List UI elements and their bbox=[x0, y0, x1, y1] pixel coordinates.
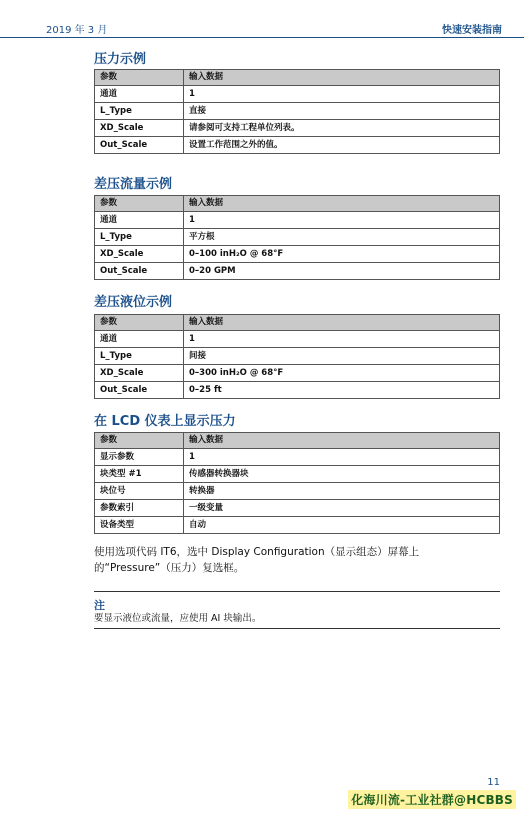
table-cell: 转换器 bbox=[184, 483, 500, 500]
table-row bbox=[95, 365, 500, 382]
column-header: 参数 bbox=[95, 70, 184, 86]
table-cell: 1 bbox=[184, 449, 500, 466]
table-cell: 0–25 ft bbox=[184, 382, 500, 399]
table-row bbox=[95, 382, 500, 399]
table-pressure bbox=[94, 69, 500, 154]
header-date: 2019 年 3 月 bbox=[46, 25, 108, 36]
section-title-pressure: 压力示例 bbox=[94, 52, 147, 67]
table-row bbox=[95, 517, 500, 534]
table-row bbox=[95, 103, 500, 120]
table-row bbox=[95, 120, 500, 137]
table-cell: 设置工作范围之外的值。 bbox=[184, 137, 500, 154]
table-row bbox=[95, 348, 500, 365]
table-row bbox=[95, 137, 500, 154]
note-title: 注 bbox=[94, 599, 105, 612]
column-header: 参数 bbox=[95, 315, 184, 331]
table-cell: 通道 bbox=[95, 86, 184, 103]
table-row bbox=[95, 331, 500, 348]
table-header-row bbox=[95, 196, 500, 212]
table-cell: 通道 bbox=[95, 212, 184, 229]
column-header: 输入数据 bbox=[184, 315, 500, 331]
table-cell: 间接 bbox=[184, 348, 500, 365]
note-divider-bottom bbox=[94, 628, 500, 629]
table-row bbox=[95, 466, 500, 483]
table-cell: XD_Scale bbox=[95, 120, 184, 137]
table-cell: L_Type bbox=[95, 103, 184, 120]
table-cell: Out_Scale bbox=[95, 382, 184, 399]
table-cell: L_Type bbox=[95, 348, 184, 365]
header-divider bbox=[0, 37, 524, 38]
table-cell: 显示参数 bbox=[95, 449, 184, 466]
table-cell: 一级变量 bbox=[184, 500, 500, 517]
table-cell: 平方根 bbox=[184, 229, 500, 246]
table-dp-level bbox=[94, 314, 500, 399]
table-cell: 通道 bbox=[95, 331, 184, 348]
table-row bbox=[95, 229, 500, 246]
table-row bbox=[95, 500, 500, 517]
column-header: 参数 bbox=[95, 433, 184, 449]
table-cell: 传感器转换器块 bbox=[184, 466, 500, 483]
table-cell: Out_Scale bbox=[95, 263, 184, 280]
table-cell: 设备类型 bbox=[95, 517, 184, 534]
table-cell: 1 bbox=[184, 331, 500, 348]
column-header: 输入数据 bbox=[184, 70, 500, 86]
table-cell: 1 bbox=[184, 86, 500, 103]
table-cell: 请参阅可支持工程单位列表。 bbox=[184, 120, 500, 137]
table-cell: 0–20 GPM bbox=[184, 263, 500, 280]
table-header-row bbox=[95, 433, 500, 449]
table-cell: 0–300 inH₂O @ 68°F bbox=[184, 365, 500, 382]
table-header-row bbox=[95, 70, 500, 86]
table-cell: XD_Scale bbox=[95, 365, 184, 382]
table-dp-flow bbox=[94, 195, 500, 280]
page-number: 11 bbox=[487, 777, 500, 788]
table-row bbox=[95, 86, 500, 103]
header-title: 快速安装指南 bbox=[442, 25, 502, 36]
table-row bbox=[95, 263, 500, 280]
column-header: 参数 bbox=[95, 196, 184, 212]
table-cell: Out_Scale bbox=[95, 137, 184, 154]
section-title-dp-flow: 差压流量示例 bbox=[94, 177, 173, 192]
table-cell: 块类型 #1 bbox=[95, 466, 184, 483]
note-divider-top bbox=[94, 591, 500, 592]
table-cell: 0–100 inH₂O @ 68°F bbox=[184, 246, 500, 263]
table-cell: 直接 bbox=[184, 103, 500, 120]
watermark: 化海川流-工业社群@HCBBS bbox=[348, 790, 516, 809]
section-title-lcd-display: 在 LCD 仪表上显示压力 bbox=[94, 414, 236, 429]
table-row bbox=[95, 212, 500, 229]
table-row bbox=[95, 246, 500, 263]
table-header-row bbox=[95, 315, 500, 331]
table-cell: 参数索引 bbox=[95, 500, 184, 517]
table-row bbox=[95, 449, 500, 466]
table-lcd-display bbox=[94, 432, 500, 534]
table-cell: 自动 bbox=[184, 517, 500, 534]
table-cell: XD_Scale bbox=[95, 246, 184, 263]
column-header: 输入数据 bbox=[184, 196, 500, 212]
note-text: 要显示液位或流量，应使用 AI 块输出。 bbox=[94, 613, 262, 624]
table-row bbox=[95, 483, 500, 500]
table-cell: 1 bbox=[184, 212, 500, 229]
table-cell: 块位号 bbox=[95, 483, 184, 500]
body-paragraph: 使用选项代码 IT6，选中 Display Configuration（显示组态）屏幕上的“Pressure”（压力）复选框。 bbox=[94, 546, 420, 574]
table-cell: L_Type bbox=[95, 229, 184, 246]
column-header: 输入数据 bbox=[184, 433, 500, 449]
section-title-dp-level: 差压液位示例 bbox=[94, 295, 173, 310]
